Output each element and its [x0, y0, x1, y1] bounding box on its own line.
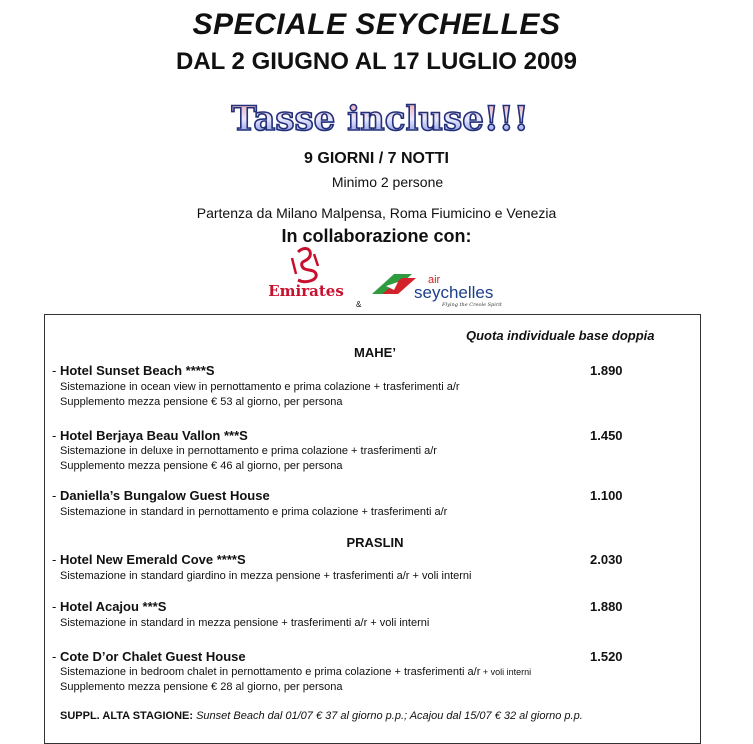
hotel-price: 1.100	[590, 488, 623, 503]
hotel-title: Hotel New Emerald Cove ****S	[59, 552, 246, 567]
hotel-detail: Sistemazione in ocean view in pernottamento e prima colazione + trasferimenti a/r	[60, 381, 460, 393]
hotel-detail: Sistemazione in deluxe in pernottamento e prima colazione + trasferimenti a/r	[60, 445, 437, 457]
hotel-title: Hotel Acajou ***S	[59, 599, 167, 614]
air-tagline: Flying the Creole Spirit	[442, 302, 502, 308]
hotel-title: Daniella’s Bungalow Guest House	[59, 488, 270, 503]
hotel-price: 2.030	[590, 552, 623, 567]
bullet-dash: -	[52, 599, 60, 614]
bullet-dash: -	[52, 552, 60, 567]
bullet-dash: -	[52, 363, 60, 378]
hotel-detail: Sistemazione in standard in pernottamento e prima colazione + trasferimenti a/r	[60, 506, 448, 518]
hotel-detail	[60, 666, 531, 678]
bullet-dash: -	[52, 428, 60, 443]
hotel-detail: Sistemazione in standard giardino in mezza pensione + trasferimenti a/r + voli interni	[60, 570, 472, 582]
footer-text: Sunset Beach dal 01/07 € 37 al giorno p.p.; Acajou dal 15/07 € 32 al giorno p.p.	[193, 710, 583, 722]
emirates-logo	[256, 244, 356, 302]
high-season-supplement	[60, 710, 583, 722]
air-text: air	[428, 274, 441, 286]
hotel-title: Hotel Sunset Beach ****S	[59, 363, 215, 378]
bullet-dash: -	[52, 488, 60, 503]
hotel-name	[52, 488, 270, 503]
hotel-detail-extra: + voli interni	[480, 667, 532, 677]
hotel-supplement: Supplemento mezza pensione € 28 al giorno, per persona	[60, 681, 343, 693]
price-table-border	[44, 314, 701, 744]
hotel-price: 1.880	[590, 599, 623, 614]
bullet-dash: -	[52, 649, 60, 664]
hotel-title: Cote D’or Chalet Guest House	[59, 649, 246, 664]
tasse-text: Tasse incluse!!!	[231, 99, 529, 139]
section-mahe: MAHE’	[354, 345, 396, 360]
hotel-name	[52, 552, 246, 567]
minimum-people: Minimo 2 persone	[331, 174, 444, 190]
hotel-name	[52, 428, 248, 443]
quota-label: Quota individuale base doppia	[466, 328, 655, 343]
emirates-wordmark: Emirates	[268, 282, 344, 300]
hotel-detail-text: Sistemazione in bedroom chalet in pernottamento e prima colazione + trasferimenti a/r	[60, 666, 481, 678]
hotel-name	[52, 649, 246, 664]
hotel-detail: Sistemazione in standard in mezza pensione + trasferimenti a/r + voli interni	[60, 617, 430, 629]
duration: 9 GIORNI / 7 NOTTI	[304, 150, 449, 167]
hotel-price: 1.520	[590, 649, 623, 664]
hotel-title: Hotel Berjaya Beau Vallon ***S	[59, 428, 248, 443]
hotel-name	[52, 599, 166, 614]
date-range: DAL 2 GIUGNO AL 17 LUGLIO 2009	[176, 48, 577, 75]
footer-label: SUPPL. ALTA STAGIONE:	[60, 710, 194, 722]
ampersand: &	[356, 300, 362, 309]
hotel-supplement: Supplemento mezza pensione € 46 al giorno, per persona	[60, 460, 343, 472]
tasse-incluse-banner	[225, 94, 535, 142]
page-title: SPECIALE SEYCHELLES	[192, 8, 561, 41]
hotel-name	[52, 363, 215, 378]
collaboration-heading: In collaborazione con:	[281, 226, 472, 246]
departure-info: Partenza da Milano Malpensa, Roma Fiumicino e Venezia	[196, 205, 557, 221]
seychelles-text: seychelles	[414, 283, 494, 302]
air-seychelles-logo	[372, 268, 508, 308]
hotel-price: 1.450	[590, 428, 623, 443]
hotel-price: 1.890	[590, 363, 623, 378]
section-praslin: PRASLIN	[346, 535, 404, 550]
hotel-supplement: Supplemento mezza pensione € 53 al giorno, per persona	[60, 396, 343, 408]
